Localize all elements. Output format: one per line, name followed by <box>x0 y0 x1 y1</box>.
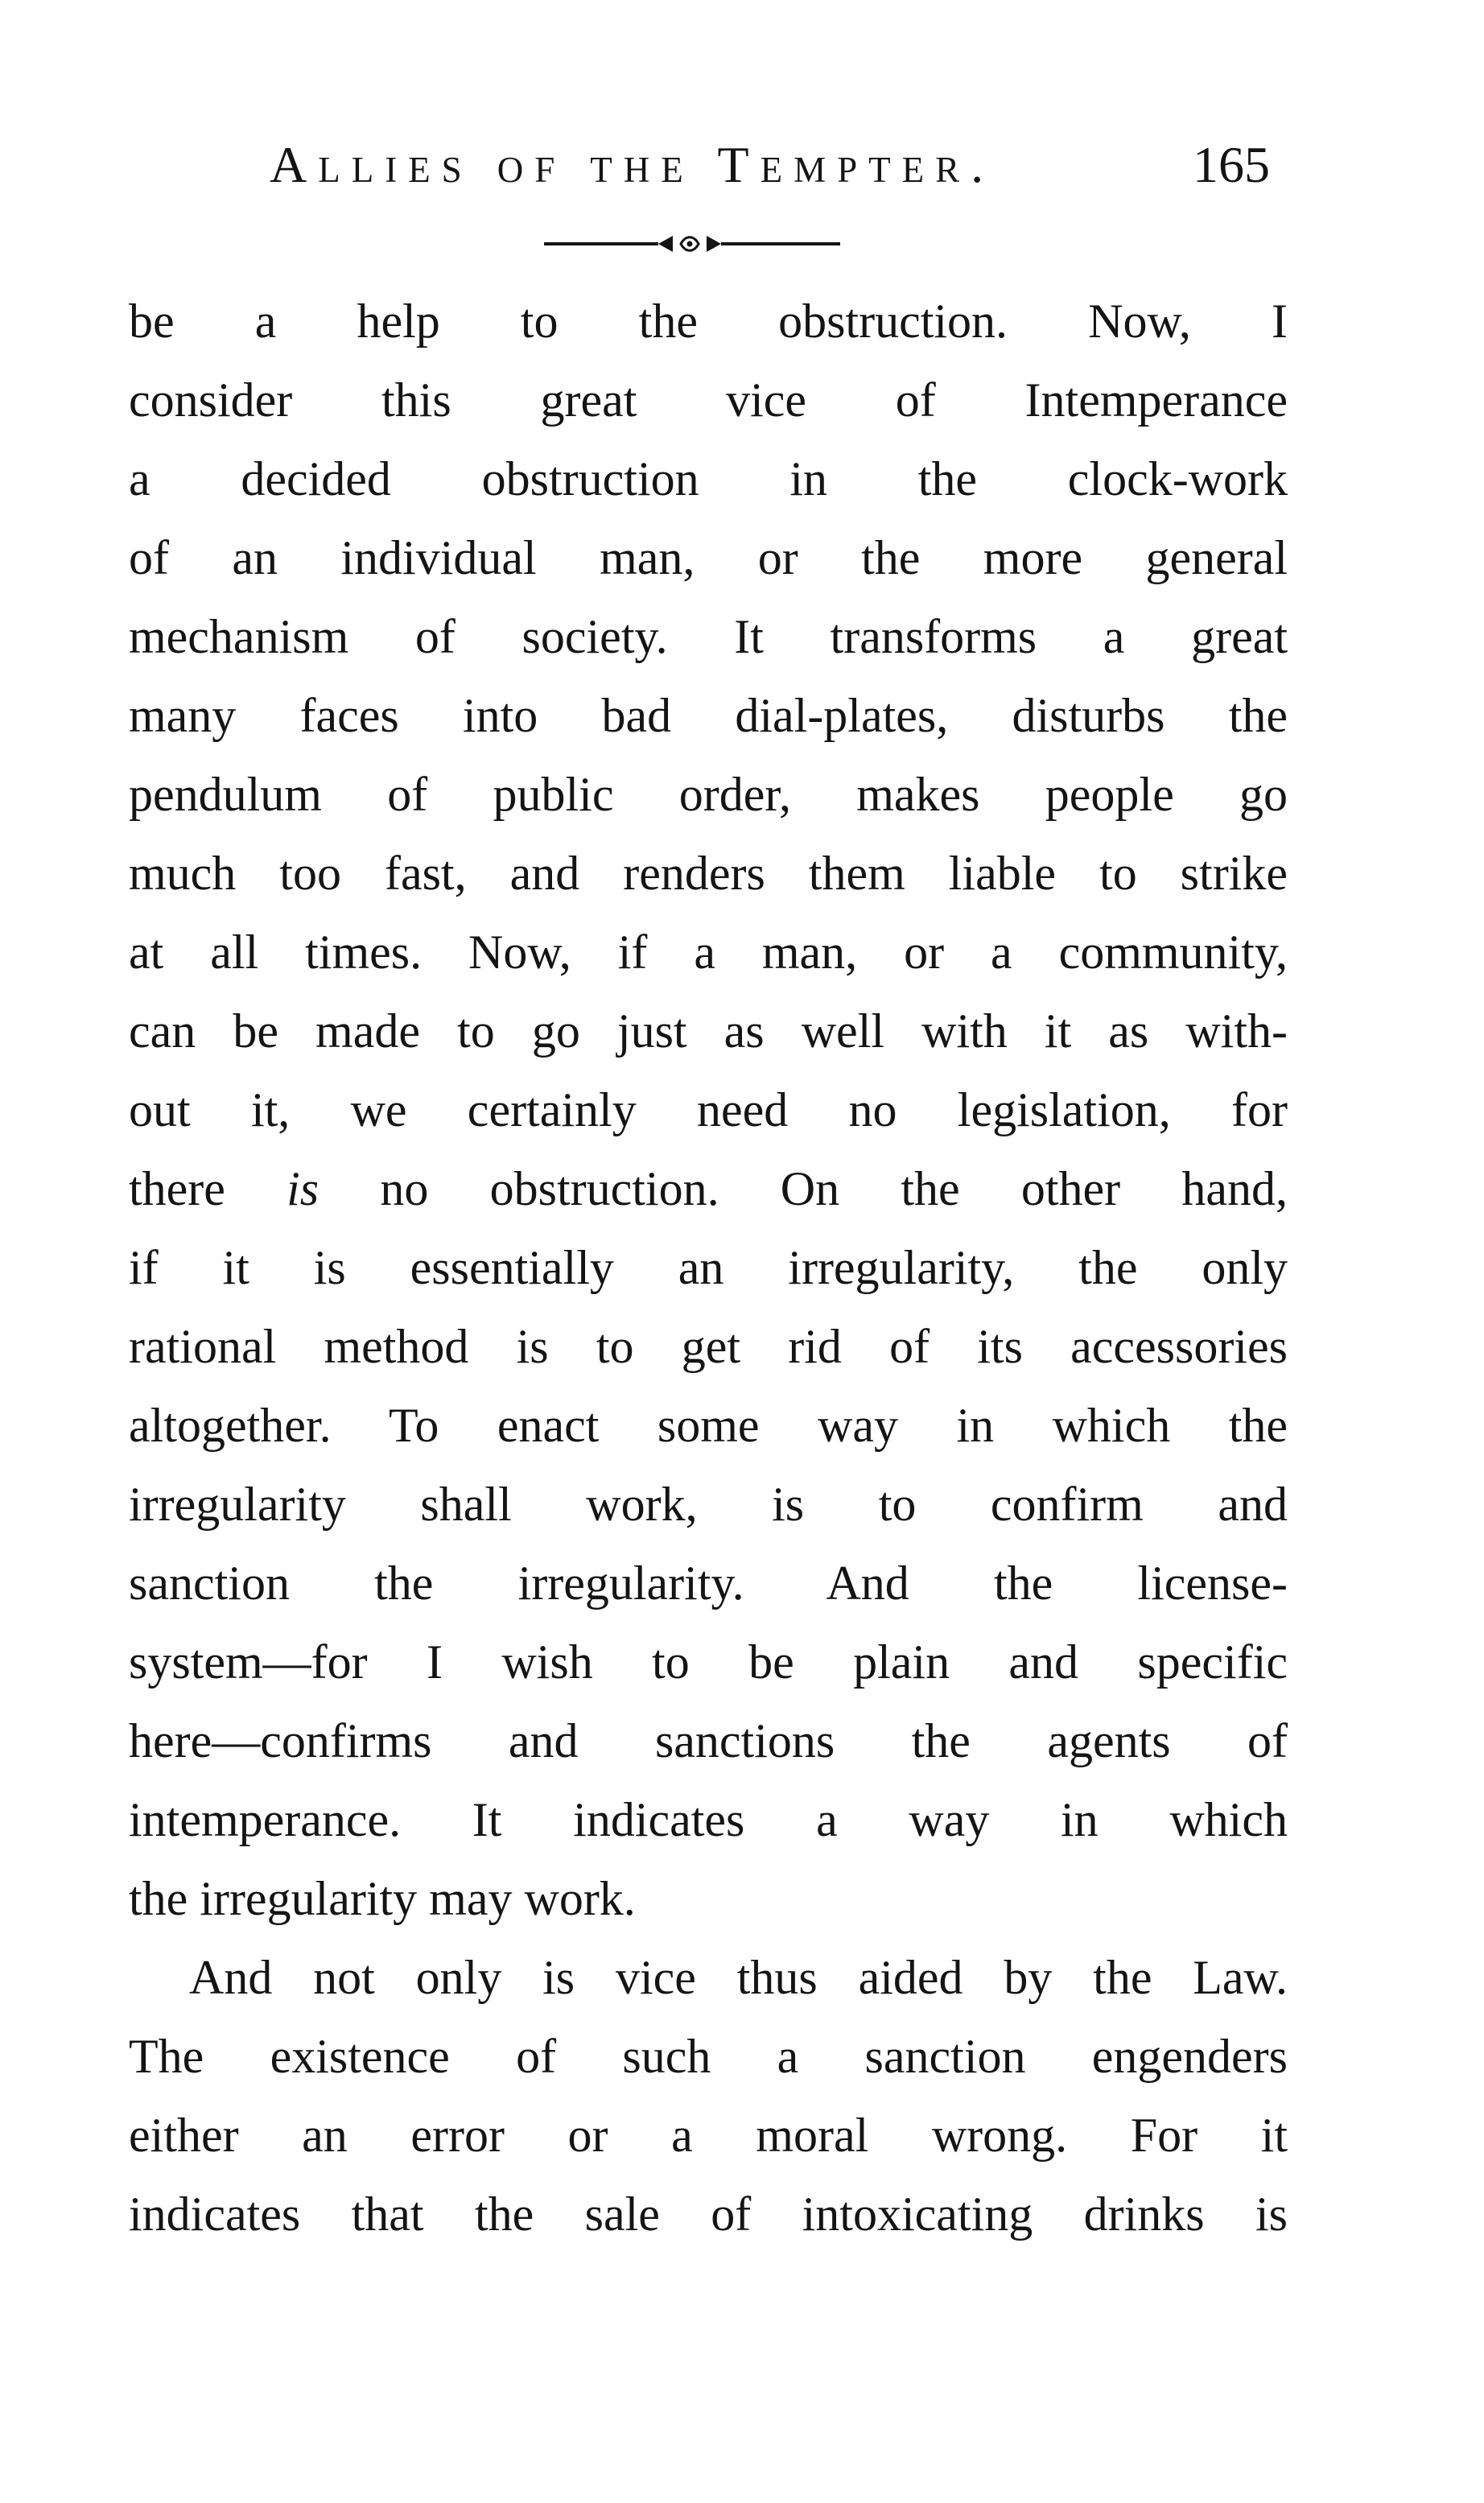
text-line: much too fast, and renders them liable to strike <box>129 847 1288 900</box>
paragraph-start-line: And not only is vice thus aided by the Law. <box>189 1951 1288 2004</box>
paragraph-end-line: the irregularity may work. <box>129 1872 636 1925</box>
text-line: rational method is to get rid of its accessories <box>129 1320 1288 1373</box>
text-line: out it, we certainly need no legislation, for <box>129 1083 1288 1136</box>
text-line: here—confirms and sanctions the agents of <box>129 1714 1288 1767</box>
text-line: indicates that the sale of intoxicating drinks is <box>129 2188 1288 2241</box>
text-fragment: there <box>129 1162 287 1215</box>
text-line: at all times. Now, if a man, or a community, <box>129 926 1288 979</box>
text-line: either an error or a moral wrong. For it <box>129 2109 1288 2162</box>
text-line: consider this great vice of Intemperance <box>129 373 1288 427</box>
text-line: many faces into bad dial-plates, disturbs the <box>129 689 1288 742</box>
text-line: can be made to go just as well with it as with- <box>129 1004 1288 1058</box>
text-line: if it is essentially an irregularity, the only <box>129 1241 1288 1294</box>
text-line: pendulum of public order, makes people go <box>129 768 1288 821</box>
text-line: sanction the irregularity. And the license- <box>129 1557 1288 1610</box>
text-line: a decided obstruction in the clock-work <box>129 452 1288 505</box>
text-line: of an individual man, or the more general <box>129 531 1288 584</box>
page-number: 165 <box>1193 136 1270 193</box>
text-line: The existence of such a sanction engenders <box>129 2030 1288 2083</box>
text-line <box>129 1149 1288 1228</box>
running-head <box>129 121 1288 209</box>
text-line: be a help to the obstruction. Now, I <box>129 295 1288 348</box>
text-line: irregularity shall work, is to confirm and <box>129 1478 1288 1531</box>
text-line: intemperance. It indicates a way in which <box>129 1793 1288 1846</box>
text-line: system—for I wish to be plain and specific <box>129 1635 1288 1689</box>
text-line: mechanism of society. It transforms a great <box>129 610 1288 663</box>
text-fragment: no obstruction. On the other hand, <box>319 1162 1288 1215</box>
text-line: altogether. To enact some way in which the <box>129 1399 1288 1452</box>
italic-word: is <box>286 1162 319 1215</box>
running-title: Allies of the Tempter. <box>270 136 996 193</box>
ornamental-rule-icon <box>531 228 853 260</box>
body-text <box>129 282 1288 2254</box>
